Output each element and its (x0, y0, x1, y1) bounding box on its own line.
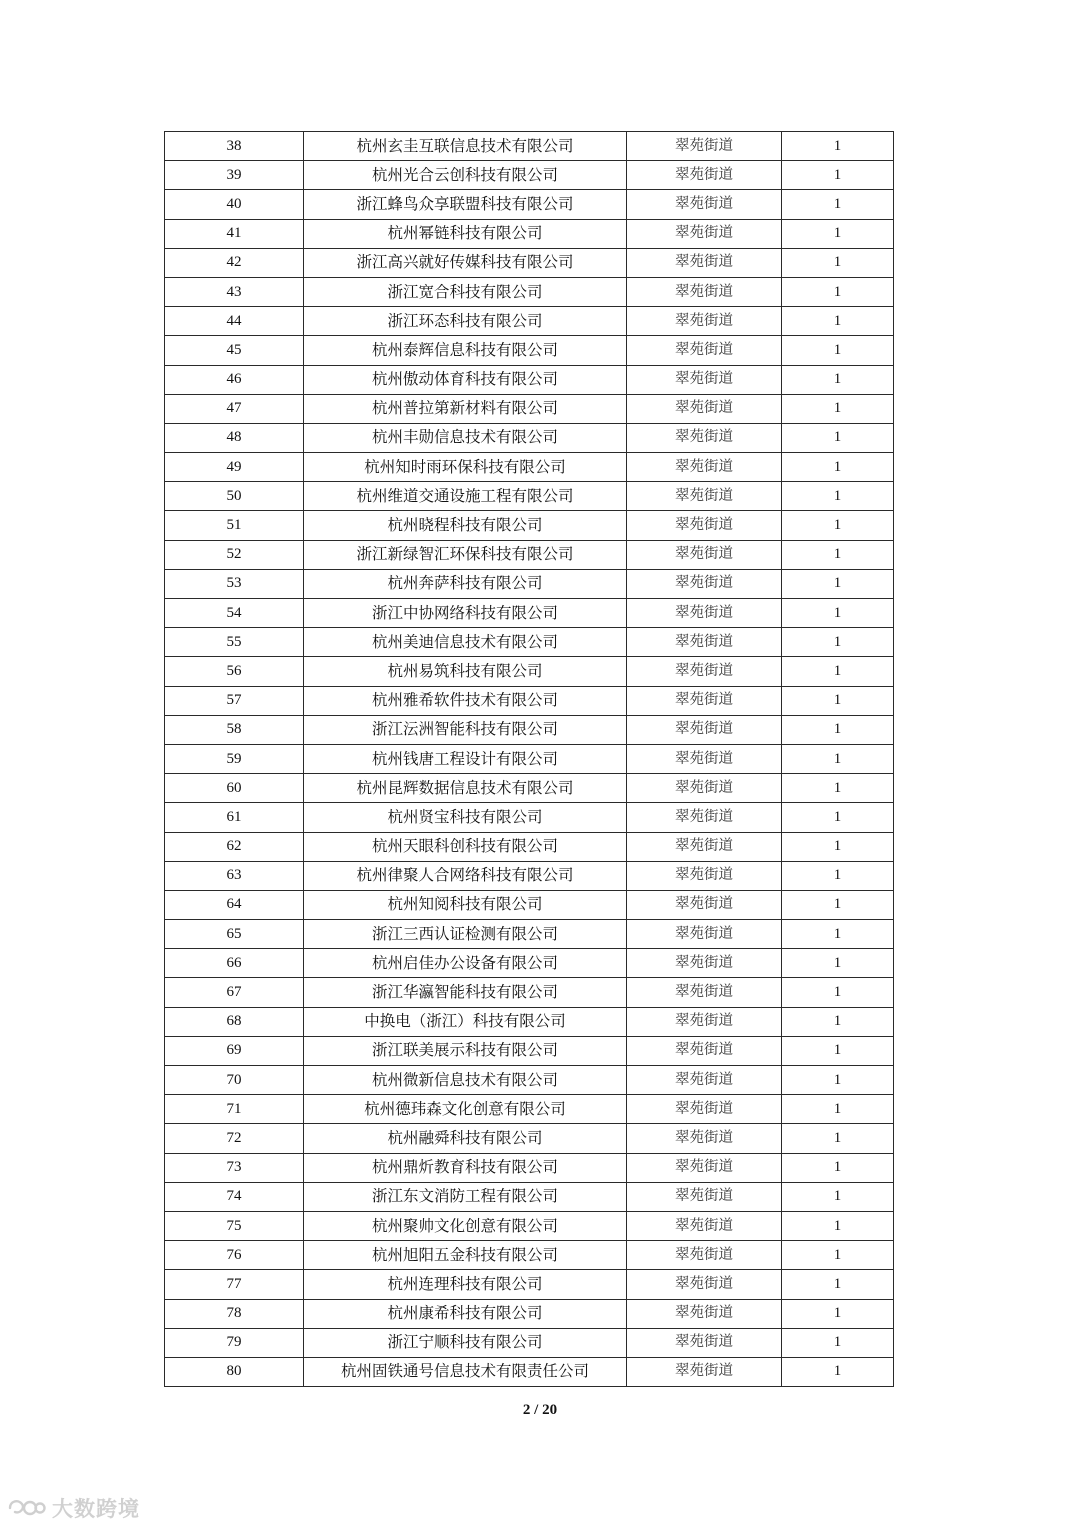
count-cell: 1 (782, 1066, 894, 1095)
count-cell: 1 (782, 248, 894, 277)
street-cell: 翠苑街道 (627, 920, 782, 949)
company-name-cell: 浙江东文消防工程有限公司 (304, 1182, 627, 1211)
company-name-cell: 杭州玄圭互联信息技术有限公司 (304, 132, 627, 161)
count-cell: 1 (782, 423, 894, 452)
table-row (165, 978, 894, 1007)
table-row (165, 1299, 894, 1328)
company-name-cell: 浙江高兴就好传媒科技有限公司 (304, 248, 627, 277)
street-cell: 翠苑街道 (627, 774, 782, 803)
count-cell: 1 (782, 1124, 894, 1153)
street-cell: 翠苑街道 (627, 890, 782, 919)
company-name-cell: 杭州傲动体育科技有限公司 (304, 365, 627, 394)
row-number-cell: 74 (165, 1182, 304, 1211)
street-cell: 翠苑街道 (627, 686, 782, 715)
count-cell: 1 (782, 599, 894, 628)
street-cell: 翠苑街道 (627, 978, 782, 1007)
count-cell: 1 (782, 1211, 894, 1240)
row-number-cell: 50 (165, 482, 304, 511)
table-row (165, 657, 894, 686)
row-number-cell: 53 (165, 569, 304, 598)
row-number-cell: 48 (165, 423, 304, 452)
company-name-cell: 浙江宁顺科技有限公司 (304, 1328, 627, 1357)
table-row (165, 861, 894, 890)
count-cell: 1 (782, 161, 894, 190)
row-number-cell: 62 (165, 832, 304, 861)
street-cell: 翠苑街道 (627, 1066, 782, 1095)
count-cell: 1 (782, 1007, 894, 1036)
street-cell: 翠苑街道 (627, 277, 782, 306)
table-row (165, 1241, 894, 1270)
company-name-cell: 杭州德玮森文化创意有限公司 (304, 1095, 627, 1124)
company-name-cell: 杭州奔萨科技有限公司 (304, 569, 627, 598)
company-name-cell: 杭州维道交通设施工程有限公司 (304, 482, 627, 511)
count-cell: 1 (782, 803, 894, 832)
count-cell: 1 (782, 540, 894, 569)
row-number-cell: 52 (165, 540, 304, 569)
company-name-cell: 杭州普拉第新材料有限公司 (304, 394, 627, 423)
street-cell: 翠苑街道 (627, 161, 782, 190)
count-cell: 1 (782, 307, 894, 336)
count-cell: 1 (782, 336, 894, 365)
table-row (165, 890, 894, 919)
table-row (165, 423, 894, 452)
row-number-cell: 75 (165, 1211, 304, 1240)
count-cell: 1 (782, 511, 894, 540)
table-row (165, 920, 894, 949)
row-number-cell: 69 (165, 1036, 304, 1065)
count-cell: 1 (782, 1095, 894, 1124)
table-row (165, 1095, 894, 1124)
company-name-cell: 杭州聚帅文化创意有限公司 (304, 1211, 627, 1240)
row-number-cell: 72 (165, 1124, 304, 1153)
company-name-cell: 浙江新绿智汇环保科技有限公司 (304, 540, 627, 569)
company-name-cell: 浙江华瀛智能科技有限公司 (304, 978, 627, 1007)
company-name-cell: 浙江中协网络科技有限公司 (304, 599, 627, 628)
street-cell: 翠苑街道 (627, 1270, 782, 1299)
row-number-cell: 64 (165, 890, 304, 919)
row-number-cell: 43 (165, 277, 304, 306)
count-cell: 1 (782, 365, 894, 394)
table-row (165, 599, 894, 628)
count-cell: 1 (782, 686, 894, 715)
table-row (165, 1007, 894, 1036)
row-number-cell: 42 (165, 248, 304, 277)
row-number-cell: 70 (165, 1066, 304, 1095)
table-row (165, 1328, 894, 1357)
street-cell: 翠苑街道 (627, 1241, 782, 1270)
company-name-cell: 杭州固铁通号信息技术有限责任公司 (304, 1357, 627, 1386)
table-row (165, 1357, 894, 1386)
street-cell: 翠苑街道 (627, 744, 782, 773)
table-row (165, 774, 894, 803)
row-number-cell: 63 (165, 861, 304, 890)
company-name-cell: 杭州律聚人合网络科技有限公司 (304, 861, 627, 890)
street-cell: 翠苑街道 (627, 1124, 782, 1153)
street-cell: 翠苑街道 (627, 132, 782, 161)
row-number-cell: 67 (165, 978, 304, 1007)
row-number-cell: 59 (165, 744, 304, 773)
count-cell: 1 (782, 277, 894, 306)
street-cell: 翠苑街道 (627, 453, 782, 482)
row-number-cell: 80 (165, 1357, 304, 1386)
company-name-cell: 浙江宽合科技有限公司 (304, 277, 627, 306)
street-cell: 翠苑街道 (627, 1182, 782, 1211)
table-row (165, 803, 894, 832)
street-cell: 翠苑街道 (627, 949, 782, 978)
table-row (165, 219, 894, 248)
table-row (165, 132, 894, 161)
count-cell: 1 (782, 219, 894, 248)
row-number-cell: 47 (165, 394, 304, 423)
table-row (165, 832, 894, 861)
company-name-cell: 杭州易筑科技有限公司 (304, 657, 627, 686)
table-row (165, 1153, 894, 1182)
table-row (165, 949, 894, 978)
count-cell: 1 (782, 569, 894, 598)
company-name-cell: 杭州贤宝科技有限公司 (304, 803, 627, 832)
brand-logo-icon (6, 1497, 46, 1519)
street-cell: 翠苑街道 (627, 248, 782, 277)
company-name-cell: 杭州昆辉数据信息技术有限公司 (304, 774, 627, 803)
count-cell: 1 (782, 394, 894, 423)
row-number-cell: 40 (165, 190, 304, 219)
street-cell: 翠苑街道 (627, 219, 782, 248)
row-number-cell: 45 (165, 336, 304, 365)
table-row (165, 394, 894, 423)
company-name-cell: 中换电（浙江）科技有限公司 (304, 1007, 627, 1036)
table-row (165, 307, 894, 336)
count-cell: 1 (782, 190, 894, 219)
table-row (165, 482, 894, 511)
row-number-cell: 57 (165, 686, 304, 715)
count-cell: 1 (782, 1357, 894, 1386)
company-name-cell: 杭州雅希软件技术有限公司 (304, 686, 627, 715)
count-cell: 1 (782, 1270, 894, 1299)
company-name-cell: 杭州幂链科技有限公司 (304, 219, 627, 248)
table-row (165, 453, 894, 482)
count-cell: 1 (782, 744, 894, 773)
street-cell: 翠苑街道 (627, 423, 782, 452)
street-cell: 翠苑街道 (627, 1153, 782, 1182)
count-cell: 1 (782, 774, 894, 803)
count-cell: 1 (782, 920, 894, 949)
count-cell: 1 (782, 1299, 894, 1328)
street-cell: 翠苑街道 (627, 803, 782, 832)
company-name-cell: 杭州泰辉信息科技有限公司 (304, 336, 627, 365)
row-number-cell: 79 (165, 1328, 304, 1357)
row-number-cell: 65 (165, 920, 304, 949)
table-row (165, 1211, 894, 1240)
table-row (165, 628, 894, 657)
row-number-cell: 56 (165, 657, 304, 686)
company-name-cell: 杭州晓程科技有限公司 (304, 511, 627, 540)
count-cell: 1 (782, 628, 894, 657)
company-name-cell: 杭州启佳办公设备有限公司 (304, 949, 627, 978)
row-number-cell: 54 (165, 599, 304, 628)
row-number-cell: 60 (165, 774, 304, 803)
table-row (165, 1270, 894, 1299)
street-cell: 翠苑街道 (627, 832, 782, 861)
table-row (165, 161, 894, 190)
count-cell: 1 (782, 453, 894, 482)
count-cell: 1 (782, 949, 894, 978)
table-row (165, 540, 894, 569)
table-row (165, 1066, 894, 1095)
company-name-cell: 杭州光合云创科技有限公司 (304, 161, 627, 190)
count-cell: 1 (782, 657, 894, 686)
row-number-cell: 44 (165, 307, 304, 336)
count-cell: 1 (782, 1036, 894, 1065)
row-number-cell: 51 (165, 511, 304, 540)
watermark-text: 大数跨境 (52, 1497, 140, 1521)
company-name-cell: 杭州康希科技有限公司 (304, 1299, 627, 1328)
company-name-cell: 杭州鼎炘教育科技有限公司 (304, 1153, 627, 1182)
table-row (165, 277, 894, 306)
count-cell: 1 (782, 890, 894, 919)
count-cell: 1 (782, 715, 894, 744)
company-name-cell: 杭州丰勋信息技术有限公司 (304, 423, 627, 452)
company-name-cell: 浙江蜂鸟众享联盟科技有限公司 (304, 190, 627, 219)
page-number: 2 / 20 (522, 1402, 558, 1418)
company-name-cell: 杭州天眼科创科技有限公司 (304, 832, 627, 861)
company-name-cell: 杭州知阅科技有限公司 (304, 890, 627, 919)
street-cell: 翠苑街道 (627, 482, 782, 511)
company-name-cell: 杭州微新信息技术有限公司 (304, 1066, 627, 1095)
row-number-cell: 68 (165, 1007, 304, 1036)
street-cell: 翠苑街道 (627, 1007, 782, 1036)
row-number-cell: 41 (165, 219, 304, 248)
table-row (165, 336, 894, 365)
street-cell: 翠苑街道 (627, 1095, 782, 1124)
count-cell: 1 (782, 832, 894, 861)
company-name-cell: 浙江沄洲智能科技有限公司 (304, 715, 627, 744)
company-name-cell: 杭州美迪信息技术有限公司 (304, 628, 627, 657)
street-cell: 翠苑街道 (627, 336, 782, 365)
street-cell: 翠苑街道 (627, 861, 782, 890)
company-name-cell: 杭州连理科技有限公司 (304, 1270, 627, 1299)
street-cell: 翠苑街道 (627, 1299, 782, 1328)
company-name-cell: 杭州知时雨环保科技有限公司 (304, 453, 627, 482)
street-cell: 翠苑街道 (627, 1211, 782, 1240)
table-row (165, 569, 894, 598)
table-row (165, 744, 894, 773)
row-number-cell: 77 (165, 1270, 304, 1299)
row-number-cell: 58 (165, 715, 304, 744)
count-cell: 1 (782, 482, 894, 511)
row-number-cell: 61 (165, 803, 304, 832)
row-number-cell: 73 (165, 1153, 304, 1182)
count-cell: 1 (782, 1328, 894, 1357)
company-name-cell: 浙江联美展示科技有限公司 (304, 1036, 627, 1065)
table-row (165, 686, 894, 715)
row-number-cell: 55 (165, 628, 304, 657)
company-name-cell: 杭州钱唐工程设计有限公司 (304, 744, 627, 773)
table-row (165, 511, 894, 540)
street-cell: 翠苑街道 (627, 540, 782, 569)
company-name-cell: 浙江环态科技有限公司 (304, 307, 627, 336)
company-name-cell: 杭州融舜科技有限公司 (304, 1124, 627, 1153)
street-cell: 翠苑街道 (627, 657, 782, 686)
row-number-cell: 49 (165, 453, 304, 482)
table-row (165, 1182, 894, 1211)
company-table (164, 131, 894, 1387)
row-number-cell: 76 (165, 1241, 304, 1270)
company-name-cell: 浙江三西认证检测有限公司 (304, 920, 627, 949)
street-cell: 翠苑街道 (627, 1036, 782, 1065)
count-cell: 1 (782, 978, 894, 1007)
table-body (165, 132, 894, 1387)
row-number-cell: 71 (165, 1095, 304, 1124)
company-name-cell: 杭州旭阳五金科技有限公司 (304, 1241, 627, 1270)
street-cell: 翠苑街道 (627, 628, 782, 657)
count-cell: 1 (782, 1241, 894, 1270)
table-row (165, 715, 894, 744)
street-cell: 翠苑街道 (627, 569, 782, 598)
street-cell: 翠苑街道 (627, 1328, 782, 1357)
street-cell: 翠苑街道 (627, 599, 782, 628)
table-row (165, 1124, 894, 1153)
table-row (165, 1036, 894, 1065)
street-cell: 翠苑街道 (627, 1357, 782, 1386)
row-number-cell: 38 (165, 132, 304, 161)
street-cell: 翠苑街道 (627, 511, 782, 540)
row-number-cell: 78 (165, 1299, 304, 1328)
count-cell: 1 (782, 861, 894, 890)
street-cell: 翠苑街道 (627, 394, 782, 423)
company-table-container (164, 131, 891, 1387)
street-cell: 翠苑街道 (627, 365, 782, 394)
street-cell: 翠苑街道 (627, 715, 782, 744)
row-number-cell: 66 (165, 949, 304, 978)
row-number-cell: 39 (165, 161, 304, 190)
count-cell: 1 (782, 1182, 894, 1211)
street-cell: 翠苑街道 (627, 307, 782, 336)
table-row (165, 190, 894, 219)
table-row (165, 248, 894, 277)
count-cell: 1 (782, 1153, 894, 1182)
count-cell: 1 (782, 132, 894, 161)
table-row (165, 365, 894, 394)
row-number-cell: 46 (165, 365, 304, 394)
watermark (6, 1495, 140, 1521)
street-cell: 翠苑街道 (627, 190, 782, 219)
